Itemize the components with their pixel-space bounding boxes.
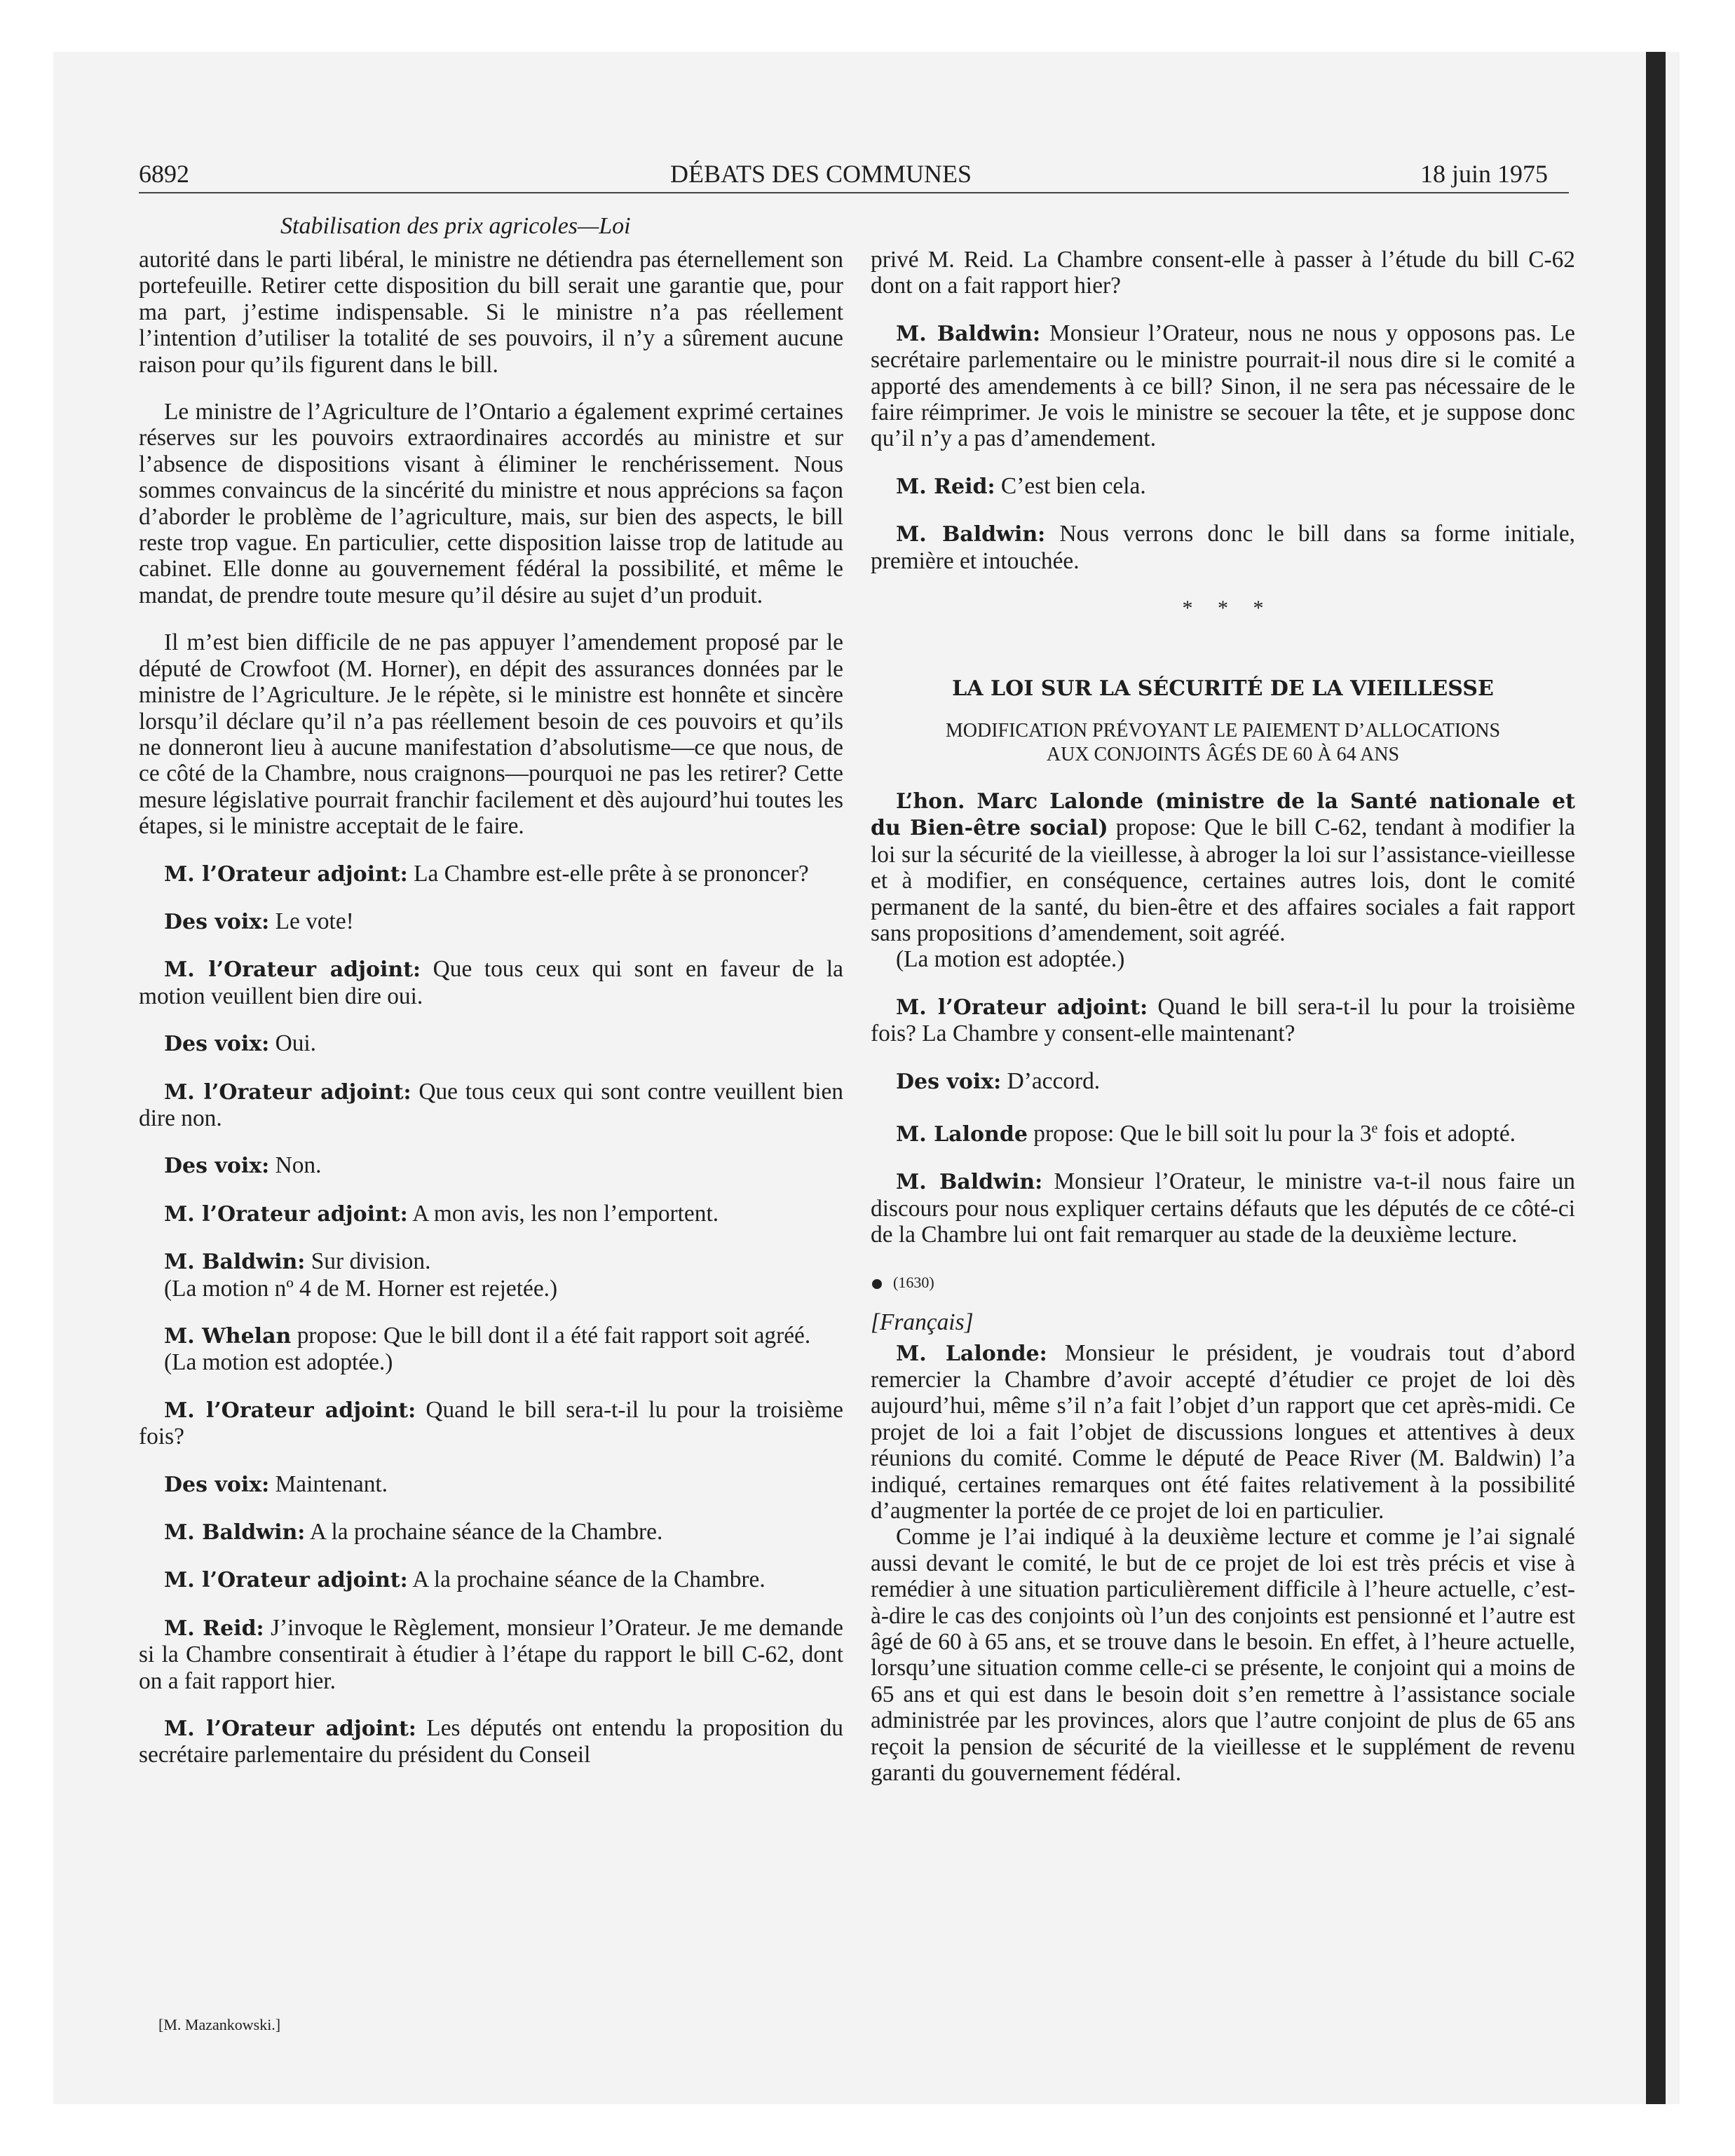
speech-text: Non.: [275, 1152, 322, 1179]
separator-star: *: [1182, 596, 1193, 620]
speech: [139, 1615, 843, 1694]
speaker: Des voix:: [164, 1472, 270, 1497]
speaker: Des voix:: [896, 1069, 1002, 1094]
procedural-note: (La motion nº 4 de M. Horner est rejetée.): [164, 1275, 558, 1302]
speech-text: propose: Que le bill C-62, tendant à modifier la loi sur la sécurité de la vieillesse, à abroger la loi sur l’assistance-vieillesse et à modifier, en conséquence, certaines autres lois, dont le comité permanent de la santé, du bien-être et des affaires sociales a fait rapport sans propositions d’amendement, soit agréé.: [871, 814, 1575, 946]
speaker: M. Whelan: [164, 1324, 292, 1349]
speech: [139, 861, 843, 887]
speaker: L’hon. Marc Lalonde (ministre de la Santé nationale et du Bien-être social): [871, 789, 1575, 841]
speech: [871, 1068, 1575, 1095]
footer-note: [M. Mazankowski.]: [158, 2016, 281, 2033]
speech-text: Oui.: [275, 1030, 317, 1057]
speaker: M. Baldwin:: [896, 321, 1041, 346]
speech: [871, 1116, 1575, 1148]
publication-title: DÉBATS DES COMMUNES: [670, 160, 972, 188]
speaker: M. l’Orateur adjoint:: [164, 861, 408, 887]
speech-text: Quand le bill sera-t-il lu pour la troisième fois? La Chambre y consent-elle maintenant?: [871, 993, 1575, 1047]
speech: [139, 1079, 843, 1132]
speaker: M. l’Orateur adjoint:: [164, 1568, 408, 1593]
speech-text: Monsieur l’Orateur, le ministre va-t-il nous faire un discours pour nous expliquer certains défauts que les députés de ce côté-ci de la Chambre lui ont fait remarquer au stade de la deuxième lecture.: [871, 1168, 1575, 1248]
speech-text: Sur division.: [311, 1248, 431, 1275]
speech: [139, 1248, 843, 1275]
speech: [871, 521, 1575, 574]
speech-text: Que tous ceux qui sont contre veuillent bien dire non.: [139, 1078, 843, 1131]
speech: [139, 908, 843, 935]
speech-text: Les députés ont entendu la proposition du secrétaire parlementaire du président du Conseil: [139, 1715, 843, 1768]
speech-text: propose: Que le bill dont il a été fait rapport soit agréé.: [297, 1323, 811, 1349]
speaker: M. l’Orateur adjoint:: [164, 957, 421, 983]
section-separator: [871, 595, 1575, 621]
speech-text: La Chambre est-elle prête à se prononcer?: [414, 860, 809, 887]
speaker: M. l’Orateur adjoint:: [164, 1201, 408, 1227]
speech: [139, 1715, 843, 1768]
separator-star: *: [1253, 596, 1264, 620]
speaker: M. Lalonde:: [896, 1341, 1047, 1366]
speech-text: A la prochaine séance de la Chambre.: [412, 1567, 766, 1593]
speech: [871, 788, 1575, 946]
speech: [139, 956, 843, 1009]
speaker: Des voix:: [164, 1032, 270, 1057]
speaker: Des voix:: [164, 1154, 270, 1179]
language-marker: [Français]: [871, 1309, 974, 1336]
left-column: [139, 247, 843, 1789]
bullet-icon: [872, 1279, 882, 1289]
page-number: 6892: [139, 160, 189, 188]
superscript: e: [1371, 1120, 1378, 1136]
speech-text: Monsieur le président, je voudrais tout d’abord remercier la Chambre d’avoir accepté d’étudier ce projet de loi dès aujourd’hui, même s’il n’a fait l’objet d’un rapport que cet après-midi. Ce projet de loi a fait l’objet de discussions longues et attentives à deux réunions du comité. Comme le député de Peace River (M. Baldwin) l’a indiqué, certaines remarques ont été faites relativement à la possibilité d’augmenter la portée de ce projet de loi en particulier.: [871, 1339, 1575, 1524]
scan-edge: [1646, 52, 1666, 2104]
speaker: M. Baldwin:: [164, 1520, 306, 1546]
speech-text: Quand le bill sera-t-il lu pour la troisième fois?: [139, 1396, 843, 1450]
subtitle-line: MODIFICATION PRÉVOYANT LE PAIEMENT D’ALLOCATIONS: [945, 719, 1501, 742]
paragraph: Comme je l’ai indiqué à la deuxième lecture et comme je l’ai signalé aussi devant le comité, le but de ce projet de loi est très précis et vise à remédier à une situation particulièrement difficile à l’heure actuelle, c’est-à-dire le cas des conjoints où l’un des conjoints est pensionné et l’autre est âgé de 60 à 65 ans, et se trouve dans le besoin. En effet, à l’heure actuelle, lorsqu’une situation comme celle-ci se présente, le conjoint qui a moins de 65 ans et qui est dans le besoin doit s’en remettre à l’assistance sociale administrée par les provinces, alors que l’autre conjoint de plus de 65 ans reçoit la pension de sécurité de la vieillesse et le supplément de revenu garanti du gouvernement fédéral.: [871, 1524, 1575, 1786]
timestamp: [871, 1269, 1575, 1295]
speech-text: Nous verrons donc le bill dans sa forme initiale, première et intouchée.: [871, 521, 1576, 574]
speech: [871, 1340, 1575, 1524]
speaker: M. Baldwin:: [164, 1250, 306, 1275]
speaker: M. Baldwin:: [896, 522, 1046, 547]
speech-text: Que tous ceux qui sont en faveur de la motion veuillent bien dire oui.: [139, 956, 843, 1009]
speech: [139, 1519, 843, 1546]
speech-text: C’est bien cela.: [1000, 472, 1146, 499]
speaker: M. l’Orateur adjoint:: [164, 1398, 416, 1423]
speech: [139, 1567, 843, 1593]
speech-text: A mon avis, les non l’emportent.: [412, 1200, 719, 1227]
speech-text: J’invoque le Règlement, monsieur l’Orateur. Je me demande si la Chambre consentirait à étudier à l’étape du rapport le bill C-62, dont on a fait rapport hier.: [139, 1614, 844, 1694]
speech-text: Le vote!: [275, 908, 354, 934]
speech-text: Maintenant.: [275, 1471, 388, 1497]
speech-text: propose: Que le bill soit lu pour la 3: [1033, 1121, 1372, 1147]
right-column: [871, 247, 1575, 1807]
speech-text: D’accord.: [1007, 1067, 1101, 1094]
speech: [871, 1168, 1575, 1248]
paragraph: Il m’est bien difficile de ne pas appuyer l’amendement proposé par le député de Crowfoot (M. Horner), en dépit des assurances données par le ministre de l’Agriculture. Je le répète, si le ministre est honnête et sincère lorsqu’il déclare qu’il n’a pas réellement besoin de ces pouvoirs et qu’ils ne donneront lieu à aucune manifestation d’absolutisme—ce que nous, de ce côté de la Chambre, nous craignons—pourquoi ne pas les retirer? Cette mesure législative pourrait franchir facilement et dès aujourd’hui toutes les étapes, si le ministre acceptait de le faire.: [139, 629, 843, 840]
subject-heading: Stabilisation des prix agricoles—Loi: [280, 213, 631, 239]
page-date: 18 juin 1975: [1420, 160, 1549, 188]
speaker: Des voix:: [164, 909, 270, 934]
speaker: M. Lalonde: [896, 1122, 1028, 1147]
speech: [871, 473, 1575, 500]
speech-text: fois et adopté.: [1383, 1121, 1516, 1147]
paragraph: Le ministre de l’Agriculture de l’Ontario a également exprimé certaines réserves sur les pouvoirs extraordinaires accordés au ministre et sur l’absence de dispositions visant à éliminer le renchérissement. Nous sommes convaincus de la sincérité du ministre et nous apprécions sa façon d’aborder le problème de l’agriculture, mais, sur bien des aspects, le bill reste trop vague. En particulier, cette disposition laisse trop de latitude au cabinet. Elle donne au gouvernement fédéral la possibilité, et même le mandat, de prendre toute mesure qu’il désire au sujet d’un produit.: [139, 399, 843, 608]
procedural-note: (La motion est adoptée.): [164, 1349, 393, 1376]
speaker: M. l’Orateur adjoint:: [164, 1079, 411, 1105]
section-title: LA LOI SUR LA SÉCURITÉ DE LA VIEILLESSE: [952, 676, 1494, 702]
speaker: M. l’Orateur adjoint:: [164, 1717, 416, 1742]
speech: [139, 1152, 843, 1179]
speaker: M. Baldwin:: [896, 1170, 1043, 1195]
speech-text: Monsieur l’Orateur, nous ne nous y opposons pas. Le secrétaire parlementaire ou le ministre pourrait-il nous dire si le comité a apporté des amendements à ce bill? Sinon, il ne sera pas nécessaire de le faire réimprimer. Je vois le ministre se secouer la tête, et je suppose donc qu’il n’y a pas d’amendement.: [871, 320, 1575, 452]
timestamp-text: (1630): [893, 1273, 934, 1291]
speech: [871, 994, 1575, 1047]
header-rule: [139, 192, 1569, 193]
section-subtitle: [871, 719, 1575, 767]
paragraph: autorité dans le parti libéral, le ministre ne détiendra pas éternellement son portefeuille. Retirer cette disposition du bill serait une garantie que, pour ma part, j’estime indispensable. Si le ministre n’a pas réellement l’intention d’utiliser la totalité de ses pouvoirs, il n’y a sûrement aucune raison pour qu’ils figurent dans le bill.: [139, 247, 843, 378]
speech: [139, 1471, 843, 1498]
separator-star: *: [1218, 596, 1228, 620]
paragraph: privé M. Reid. La Chambre consent-elle à passer à l’étude du bill C-62 dont on a fait rapport hier?: [871, 247, 1575, 299]
speech: [871, 320, 1575, 452]
speaker: M. Reid:: [164, 1616, 264, 1641]
speech: [139, 1323, 843, 1349]
speech-text: A la prochaine séance de la Chambre.: [309, 1519, 663, 1546]
speaker: M. Reid:: [896, 474, 995, 499]
speaker: M. l’Orateur adjoint:: [896, 995, 1148, 1020]
speech: [139, 1201, 843, 1227]
procedural-note: (La motion est adoptée.): [896, 946, 1125, 973]
subtitle-line: AUX CONJOINTS ÂGÉS DE 60 À 64 ANS: [1046, 743, 1400, 765]
speech: [139, 1397, 843, 1450]
speech: [139, 1030, 843, 1057]
